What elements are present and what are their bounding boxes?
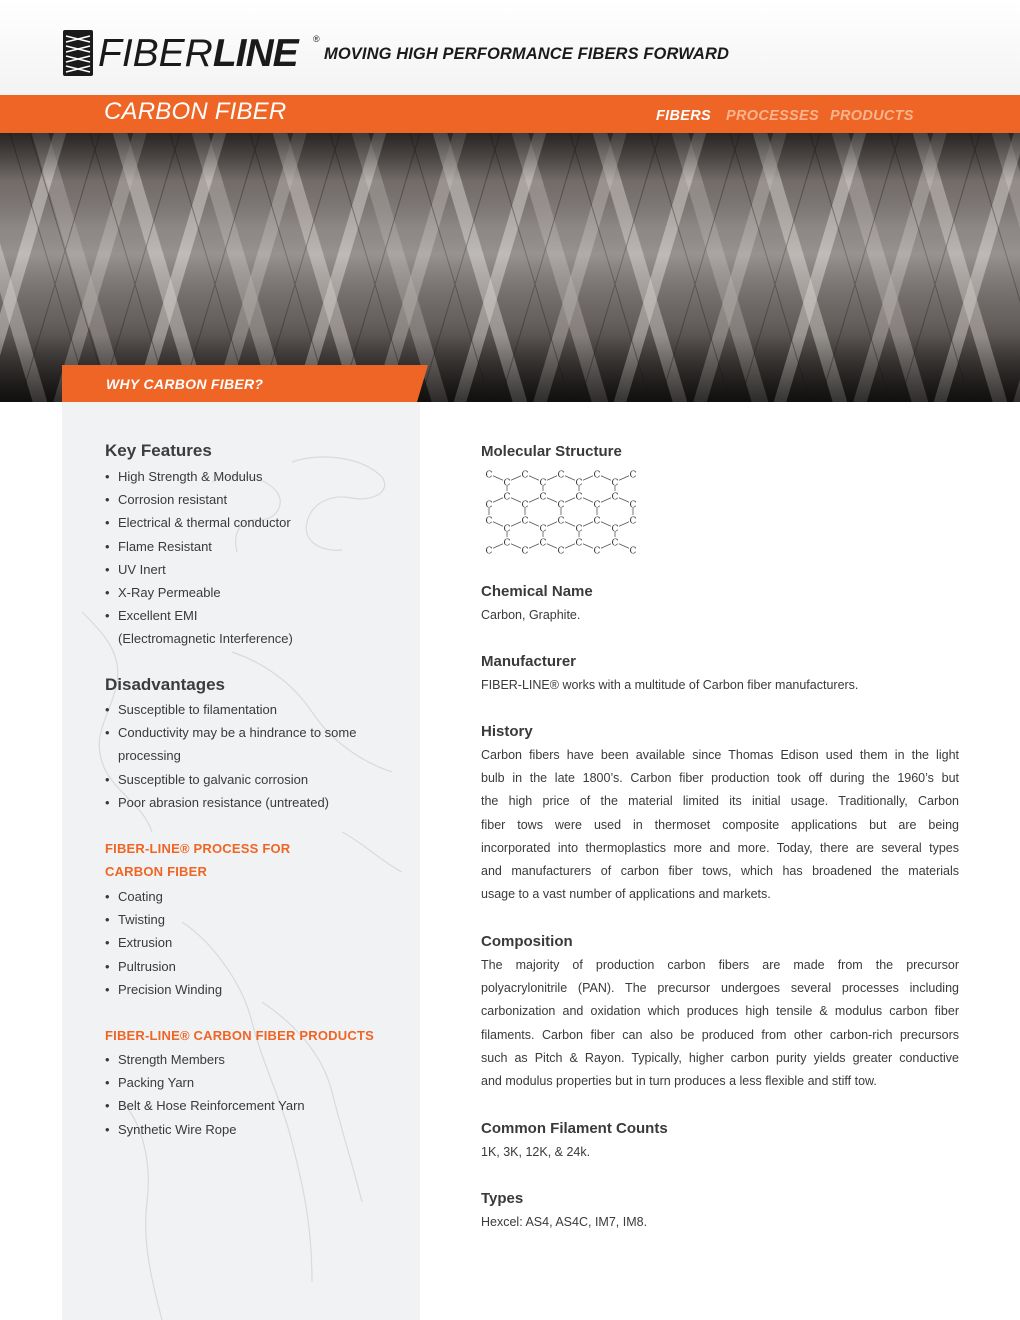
process-list <box>105 885 222 1001</box>
disadvantages-heading: Disadvantages <box>105 675 225 694</box>
carbon-atom-label: C <box>503 492 511 503</box>
types-heading: Types <box>481 1190 524 1207</box>
logo-word-fiber: FIBER <box>98 32 213 75</box>
composition-line: The majority of production carbon fibers are made from the precursor <box>481 958 959 972</box>
carbon-atom-label: C <box>539 478 547 489</box>
nav-processes[interactable]: PROCESSES <box>726 108 819 124</box>
history-line: Carbon fibers have been available since Thomas Edison used them in the light <box>481 748 959 762</box>
logo-wordmark <box>98 32 298 76</box>
carbon-atom-label: C <box>593 546 601 557</box>
carbon-atom-label: C <box>575 492 583 503</box>
list-item: • Susceptible to galvanic corrosion <box>105 771 309 787</box>
types-text: Hexcel: AS4, AS4C, IM7, IM8. <box>481 1215 648 1229</box>
registered-mark: ® <box>313 34 320 44</box>
carbon-atom-label: C <box>593 470 601 481</box>
list-item: • Strength Members <box>105 1052 225 1067</box>
carbon-atom-label: C <box>539 492 547 503</box>
manufacturer-heading: Manufacturer <box>481 653 577 670</box>
carbon-atom-label: C <box>539 524 547 535</box>
page-header <box>0 0 1020 95</box>
carbon-atom-label: C <box>557 500 565 511</box>
fiberline-logo[interactable] <box>62 28 324 80</box>
history-line: usage to a vast number of applications and markets. <box>481 887 771 902</box>
list-item: • Excellent EMI <box>105 608 198 624</box>
composition-paragraph <box>481 954 959 1093</box>
history-paragraph <box>481 744 959 906</box>
carbon-atom-label: C <box>575 538 583 549</box>
list-item: • Synthetic Wire Rope <box>105 1121 237 1137</box>
page-title: CARBON FIBER <box>104 98 287 125</box>
carbon-atom-label: C <box>521 546 529 557</box>
history-line: the high price of the material limited its initial usage. Traditionally, Carbon <box>481 794 959 809</box>
composition-heading: Composition <box>481 933 573 950</box>
history-line: fiber tows were used in thermoset composite applications but are being <box>481 817 959 832</box>
history-line: bulb in the late 1800’s. Carbon fiber production took off during the 1960’s but <box>481 771 959 786</box>
list-item: • Corrosion resistant <box>105 492 228 508</box>
list-item-continuation: processing <box>118 748 181 764</box>
carbon-atom-label: C <box>629 546 637 557</box>
carbon-atom-label: C <box>521 470 529 481</box>
carbon-atom-label: C <box>629 470 637 481</box>
composition-line: such as Pitch & Rayon. Typically, higher carbon purity yields greater conductive <box>481 1050 959 1065</box>
logo-word-line: LINE <box>212 32 298 75</box>
list-item: • Conductivity may be a hindrance to some <box>105 725 357 741</box>
molecular-structure-heading: Molecular Structure <box>481 443 622 460</box>
carbon-atom-label: C <box>485 500 493 511</box>
list-item: • Susceptible to filamentation <box>105 702 277 717</box>
carbon-atom-label: C <box>521 516 529 527</box>
molecular-structure-diagram <box>481 466 643 558</box>
disadvantages-list <box>105 698 356 814</box>
list-item: • Poor abrasion resistance (untreated) <box>105 794 330 810</box>
history-line: and manufacturers of carbon fiber tows, which has broadened the materials <box>481 863 959 878</box>
carbon-atom-label: C <box>593 500 601 511</box>
carbon-atom-label: C <box>557 516 565 527</box>
carbon-atom-label: C <box>503 524 511 535</box>
carbon-atom-label: C <box>503 478 511 489</box>
products-heading: FIBER-LINE® CARBON FIBER PRODUCTS <box>105 1028 374 1043</box>
list-item: • Coating <box>105 889 163 904</box>
section-tab-title: WHY CARBON FIBER? <box>106 376 264 392</box>
carbon-atom-label: C <box>593 516 601 527</box>
composition-line: carbonization and oxidation which produces high tensile & modulus carbon fiber <box>481 1004 959 1019</box>
carbon-atom-label: C <box>575 478 583 489</box>
list-item: • Belt & Hose Reinforcement Yarn <box>105 1098 305 1114</box>
list-item: • Electrical & thermal conductor <box>105 515 291 531</box>
nav-fibers[interactable]: FIBERS <box>656 108 711 124</box>
list-item: • High Strength & Modulus <box>105 469 263 484</box>
key-features-list <box>105 465 293 651</box>
process-heading-line1: FIBER-LINE® PROCESS FOR <box>105 841 291 856</box>
key-features-heading: Key Features <box>105 441 212 460</box>
carbon-atom-label: C <box>503 538 511 549</box>
tagline: MOVING HIGH PERFORMANCE FIBERS FORWARD <box>324 45 730 63</box>
list-item: • Extrusion <box>105 935 173 951</box>
chemical-name-heading: Chemical Name <box>481 583 593 600</box>
list-item: • UV Inert <box>105 561 166 577</box>
carbon-atom-label: C <box>611 492 619 503</box>
carbon-atom-label: C <box>557 470 565 481</box>
list-item: • Pultrusion <box>105 958 176 974</box>
filament-counts-heading: Common Filament Counts <box>481 1120 668 1137</box>
list-item: • Packing Yarn <box>105 1075 195 1091</box>
process-heading-line2: CARBON FIBER <box>105 864 208 879</box>
hero-carbon-fiber-image <box>0 133 1020 402</box>
composition-line: and modulus properties but in turn produces a less flexible and stiff tow. <box>481 1073 877 1088</box>
carbon-atom-label: C <box>485 546 493 557</box>
carbon-atom-label: C <box>611 524 619 535</box>
history-line: incorporated into thermoplastics more and more. Today, there are several types <box>481 840 959 855</box>
carbon-atom-label: C <box>611 538 619 549</box>
carbon-atom-label: C <box>629 516 637 527</box>
carbon-atom-label: C <box>539 538 547 549</box>
chemical-name-text: Carbon, Graphite. <box>481 608 581 622</box>
carbon-atom-label: C <box>557 546 565 557</box>
filament-counts-text: 1K, 3K, 12K, & 24k. <box>481 1145 591 1159</box>
carbon-atom-label: C <box>611 478 619 489</box>
history-heading: History <box>481 723 533 740</box>
carbon-atom-label: C <box>575 524 583 535</box>
carbon-atom-label: C <box>521 500 529 511</box>
composition-line: polyacrylonitrile (PAN). The precursor undergoes several processes including <box>481 981 959 996</box>
carbon-atom-label: C <box>485 470 493 481</box>
list-item: • Precision Winding <box>105 981 223 997</box>
spool-logo-icon <box>62 28 94 78</box>
carbon-fiber-spool-picture <box>0 133 1020 402</box>
list-item-continuation: (Electromagnetic Interference) <box>118 631 293 647</box>
products-list <box>105 1048 305 1141</box>
nav-products[interactable]: PRODUCTS <box>830 108 914 124</box>
list-item: • Twisting <box>105 912 165 928</box>
composition-line: filaments. Carbon fiber can also be produced from other carbon-rich precursors <box>481 1027 959 1042</box>
list-item: • X-Ray Permeable <box>105 585 221 601</box>
manufacturer-text: FIBER-LINE® works with a multitude of Carbon fiber manufacturers. <box>481 678 859 692</box>
list-item: • Flame Resistant <box>105 538 212 554</box>
carbon-atom-label: C <box>485 516 493 527</box>
carbon-atom-label: C <box>629 500 637 511</box>
